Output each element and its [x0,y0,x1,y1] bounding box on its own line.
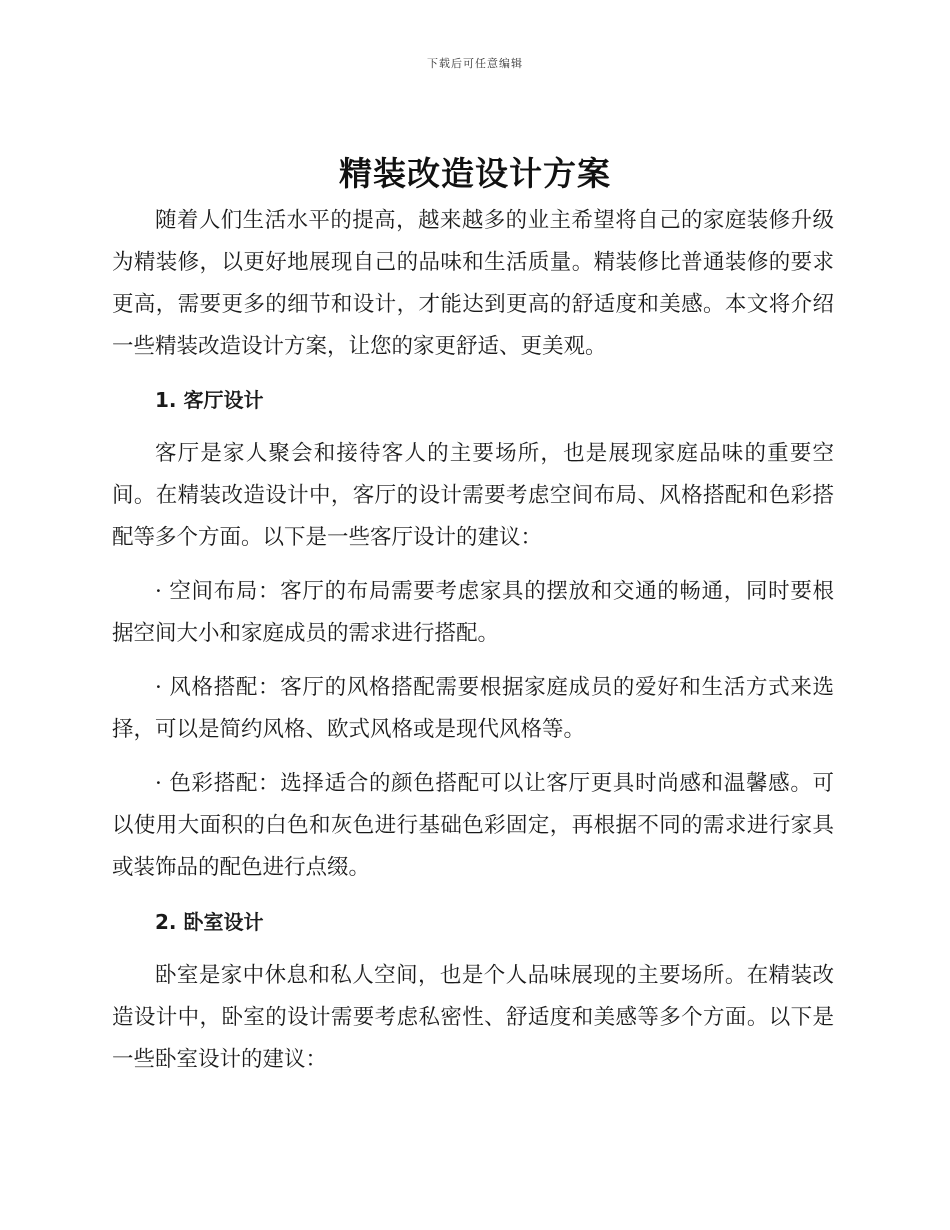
section-heading-bedroom: 2. 卧室设计 [155,910,264,934]
header-note: 下载后可任意编辑 [427,57,523,70]
bedroom-paragraph: 卧室是家中休息和私人空间，也是个人品味展现的主要场所。在精装改造设计中，卧室的设计需要考虑私密性、舒适度和美感等多个方面。以下是一些卧室设计的建议： [112,963,834,1072]
intro-paragraph: 随着人们生活水平的提高，越来越多的业主希望将自己的家庭装修升级为精装修，以更好地展现自己的品味和生活质量。精装修比普通装修的要求更高，需要更多的细节和设计，才能达到更高的舒适度和美感。本文将介绍一些精装改造设计方案，让您的家更舒适、更美观。 [112,208,834,359]
section-heading-living-room: 1. 客厅设计 [155,388,264,412]
bullet-space-layout: · 空间布局：客厅的布局需要考虑家具的摆放和交通的畅通，同时要根据空间大小和家庭成员的需求进行搭配。 [112,579,834,646]
living-room-paragraph: 客厅是家人聚会和接待客人的主要场所，也是展现家庭品味的重要空间。在精装改造设计中，客厅的设计需要考虑空间布局、风格搭配和色彩搭配等多个方面。以下是一些客厅设计的建议： [112,441,834,550]
document-body [112,200,834,1081]
bullet-style-matching: · 风格搭配：客厅的风格搭配需要根据家庭成员的爱好和生活方式来选择，可以是简约风格、欧式风格或是现代风格等。 [112,675,834,742]
document-title: 精装改造设计方案 [339,154,611,193]
bullet-color-matching: · 色彩搭配：选择适合的颜色搭配可以让客厅更具时尚感和温馨感。可以使用大面积的白色和灰色进行基础色彩固定，再根据不同的需求进行家具或装饰品的配色进行点缀。 [112,771,834,880]
